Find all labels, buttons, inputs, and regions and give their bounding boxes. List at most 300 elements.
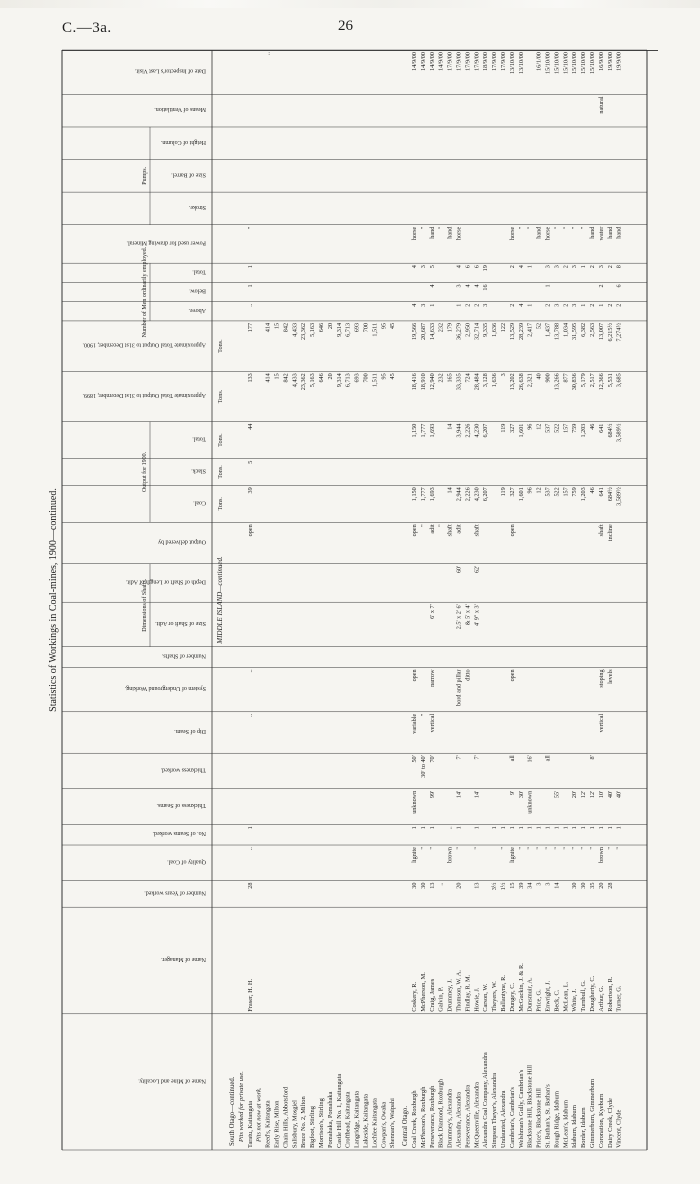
cell-t1899: 1,636 xyxy=(491,373,499,388)
cell-t1899: 877 xyxy=(562,373,570,383)
cell-t1899: 23,362 xyxy=(300,373,308,391)
cell-depth: 60' xyxy=(455,565,463,574)
cell-thick: 10' xyxy=(597,790,605,799)
cell-years: 28 xyxy=(606,882,614,889)
cell-mtotal: 1 xyxy=(580,265,588,269)
cell-coal: 537 xyxy=(544,487,552,497)
cell-date: 15/10/00 xyxy=(589,52,596,75)
cell-t1899: 2,517 xyxy=(589,373,596,388)
cell-quality: .. xyxy=(246,847,254,851)
cell-system: levels xyxy=(606,669,614,684)
manager-name: McLean, L. xyxy=(562,981,570,1012)
cell-coal: 119 xyxy=(500,487,507,497)
column-header-9: Number of Shafts. xyxy=(161,652,206,659)
cell-t1899: 700 xyxy=(362,373,370,383)
cell-total: 327 xyxy=(508,423,516,433)
mine-name: Salisbury, Mosgiel xyxy=(291,1100,299,1148)
cell-t1900: 6,713 xyxy=(344,322,352,337)
cell-power: " xyxy=(553,226,561,230)
cell-date: 17/9/00 xyxy=(455,52,463,71)
column-header-0: Name of Mine and Locality. xyxy=(138,1077,206,1084)
mine-name: Lakeside, Kaitangata xyxy=(362,1094,370,1148)
manager-name: Howie, J. xyxy=(473,987,481,1012)
manager-name: Price, G. xyxy=(535,989,543,1012)
cell-quality: " xyxy=(562,847,570,850)
cell-dip: vertical xyxy=(597,713,605,733)
manager-name: Dunsmuir, A. xyxy=(526,977,534,1012)
mine-name: Cowpan's, Owaka xyxy=(380,1101,388,1148)
cell-t1899: 693 xyxy=(353,373,361,383)
cell-seams: 1 xyxy=(544,826,552,830)
column-header-17: Approximate Total Output to 31st December, 1900. xyxy=(82,341,206,348)
column-header-3: Quality of Coal. xyxy=(167,858,206,865)
cell-delivered: " xyxy=(419,524,427,527)
cell-t1900: 179 xyxy=(446,322,454,333)
column-header-6: Thickness worked. xyxy=(160,766,206,773)
manager-name: Turner, G. xyxy=(615,985,623,1012)
cell-thick: 40' xyxy=(606,790,614,799)
cell-total: 1,693 xyxy=(428,423,436,438)
cell-t1899: 5,163 xyxy=(309,373,317,388)
cell-t1899: 18,910 xyxy=(419,373,427,391)
manager-name: Dougherty, C. xyxy=(589,975,596,1012)
mine-name: Croftbead, Kaitangata xyxy=(344,1091,352,1148)
cell-mtotal: 3 xyxy=(419,265,427,269)
cell-years: 30 xyxy=(419,882,427,889)
cell-delivered: incline xyxy=(606,524,614,542)
cell-t1900: 45 xyxy=(389,322,397,330)
column-header-15: Total. xyxy=(192,435,206,442)
cell-years: 15 xyxy=(508,882,516,889)
cell-thick: 12' xyxy=(580,790,588,799)
cell-total: 119 xyxy=(500,423,507,433)
page-number: 26 xyxy=(338,18,353,34)
cell-seams: 1 xyxy=(500,826,507,830)
cell-coal: 12 xyxy=(535,487,543,494)
group-shafts: Dimensions of Shafts. xyxy=(142,578,148,632)
cell-date: 19/9/00 xyxy=(615,52,623,71)
cell-below: 1 xyxy=(544,284,552,288)
cell-coal: 96 xyxy=(526,487,534,494)
cell-thick: 14' xyxy=(473,790,481,799)
cell-delivered: shaft xyxy=(473,524,481,537)
cell-t1900: 7,274½ xyxy=(615,322,623,342)
mine-name: Cambrian's, Cambrian's xyxy=(508,1087,516,1148)
cell-below: 3 xyxy=(455,284,463,288)
cell-below: 4 xyxy=(473,284,481,288)
cell-date: 14/9/00 xyxy=(411,52,418,71)
cell-above: 2 xyxy=(606,303,614,307)
mine-name: Bigfoot, Stirling xyxy=(309,1106,317,1148)
cell-quality: " xyxy=(428,847,436,850)
mine-name: Shennan's, Waipahi xyxy=(389,1098,397,1148)
cell-total: 3,944 xyxy=(455,423,463,438)
cell-seams: 1 xyxy=(428,826,436,830)
cell-years: 13 xyxy=(428,882,436,889)
cell-seams: 1 xyxy=(553,826,561,830)
cell-power: horse xyxy=(411,226,418,241)
cell-system: .. xyxy=(246,669,254,673)
cell-total: 46 xyxy=(589,423,596,430)
cell-quality: " xyxy=(589,847,596,850)
cell-delivered: shaft xyxy=(446,524,454,537)
cell-seams: 1 xyxy=(473,826,481,830)
cell-coal: 2,226 xyxy=(464,487,472,502)
cell-t1900: 4,433 xyxy=(291,322,299,337)
column-header-21: Power used for drawing Mineral. xyxy=(126,239,206,246)
cell-t1899: 33,335 xyxy=(455,373,463,391)
cell-t1900: 9,314 xyxy=(335,322,343,337)
column-header-13: Coal. xyxy=(193,499,206,506)
manager-name: McPherson, M. xyxy=(419,972,427,1012)
cell-date: 17/9/00 xyxy=(500,52,507,71)
cell-quality: brown xyxy=(446,847,454,863)
cell-above: 1 xyxy=(455,303,463,307)
mine-name: Perseverance, Roxburgh xyxy=(428,1085,436,1148)
unit-label: Tons. xyxy=(217,465,224,479)
cell-power: horse xyxy=(544,226,552,241)
cell-t1899: 28,484 xyxy=(473,373,481,391)
column-header-26: Date of Inspector's Last Visit. xyxy=(134,67,206,74)
cell-power: hand xyxy=(535,226,543,239)
mine-name: Vincent, Clyde xyxy=(615,1109,623,1148)
cell-t1899: 5,531 xyxy=(606,373,614,388)
cell-t1899: 12,940 xyxy=(428,373,436,391)
cell-t1900: 13,529 xyxy=(508,322,516,340)
cell-t1900: 1,437 xyxy=(544,322,552,337)
mine-name: Simpson Theyer's, Alexandra xyxy=(491,1072,499,1148)
cell-power: hand xyxy=(615,226,623,239)
cell-t1900: 5,163 xyxy=(309,322,317,337)
cell-t1900: 2,950 xyxy=(464,322,472,337)
cell-above: 3 xyxy=(419,303,427,307)
mine-name: Rough Ridge, Idaburn xyxy=(553,1091,561,1148)
cell-t1900: 1,636 xyxy=(491,322,499,337)
cell-t1900: 20,687 xyxy=(419,322,427,340)
cell-total: 759 xyxy=(571,423,579,433)
cell-system: open xyxy=(508,669,516,682)
mine-name: Coal Creek, Roxburgh xyxy=(411,1090,418,1148)
mine-name: Price's, Blackstone Hill xyxy=(535,1088,543,1148)
cell-quality: " xyxy=(606,847,614,850)
table-group xyxy=(48,50,647,1150)
cell-below: 2 xyxy=(597,284,605,288)
cell-power: hand xyxy=(446,226,454,239)
cell-power: " xyxy=(437,226,445,230)
table-title: Statistics of Workings in Coal-mines, 1900—continued. xyxy=(48,488,59,712)
cell-above: 1 xyxy=(597,303,605,307)
cell-total: 1,601 xyxy=(517,423,525,438)
cell-date: 14/9/00 xyxy=(428,52,436,71)
cell-thick: 9' xyxy=(508,790,516,795)
mine-name: Perseverance, Alexandra xyxy=(464,1084,472,1148)
cell-total: 684½ xyxy=(606,423,614,438)
cell-date: 15/10/00 xyxy=(580,52,588,75)
cell-seams: 1 xyxy=(246,826,254,830)
cell-total: 641 xyxy=(597,423,605,433)
cell-above: 1 xyxy=(428,303,436,307)
cell-coal: 684½ xyxy=(606,487,614,502)
cell-years: 20 xyxy=(597,882,605,889)
cell-t1899: 15 xyxy=(273,373,281,380)
cell-seams: 1 xyxy=(455,826,463,830)
cell-quality: " xyxy=(535,847,543,850)
cell-above: 1 xyxy=(580,303,588,307)
mine-name: Bruce No. 2, Milton xyxy=(300,1096,308,1148)
cell-t1900: 14,633 xyxy=(428,322,436,340)
cell-below: 4 xyxy=(464,284,472,288)
column-header-2: Number of Years worked. xyxy=(144,889,206,896)
cell-power: hand xyxy=(589,226,596,239)
cell-coal: 522 xyxy=(553,487,561,497)
cell-power: " xyxy=(419,226,427,230)
cell-size: 6' x 7' xyxy=(428,604,436,619)
cell-years: 30 xyxy=(571,882,579,889)
column-header-8: System of Underground Working. xyxy=(124,685,206,692)
cell-above: 2 xyxy=(615,303,623,307)
cell-mtotal: 8 xyxy=(615,265,623,269)
cell-quality: " xyxy=(419,847,427,850)
column-header-16: Approximate Total Output to 31st December, 1899. xyxy=(82,391,206,398)
cell-above: .. xyxy=(246,303,254,307)
cell-t1899: 3 xyxy=(500,373,507,377)
cell-mtotal: 4 xyxy=(411,265,418,269)
sub-heading: Pits not now at work. xyxy=(255,1087,263,1142)
mine-name: Dairy Creek, Clyde xyxy=(606,1098,614,1148)
cell-power: horse xyxy=(455,226,463,241)
cell-total: 1,150 xyxy=(411,423,418,438)
cell-t1899: 5,179 xyxy=(580,373,588,388)
manager-name: Ballantyne, R. xyxy=(500,975,507,1012)
cell-coal: 157 xyxy=(562,487,570,497)
cell-date: 15/10/00 xyxy=(553,52,561,75)
mine-name: McPherson's, Roxburgh xyxy=(419,1086,427,1148)
cell-slack: 5 xyxy=(246,460,254,464)
cell-t1899: 133 xyxy=(246,373,254,383)
cell-above: 4 xyxy=(411,303,418,307)
cell-seams: 1 xyxy=(597,826,605,830)
cell-seams: 1 xyxy=(615,826,623,830)
cell-t1900: 693 xyxy=(353,322,361,333)
cell-t1900: 646 xyxy=(318,322,325,333)
cell-mtotal: 2 xyxy=(606,265,614,269)
mine-name: Idaburn, Idaburn xyxy=(571,1105,579,1148)
cell-t1899: 40 xyxy=(535,373,543,380)
sub-heading: Pits worked for private use. xyxy=(237,1071,245,1142)
cell-mtotal: 3 xyxy=(597,265,605,269)
cell-seams: 1 xyxy=(606,826,614,830)
cell-t1899: 2,321 xyxy=(526,373,534,388)
cell-seams: 1 xyxy=(580,826,588,830)
group-output: Output for 1900. xyxy=(142,451,148,493)
cell-date: 14/9/00 xyxy=(419,52,427,71)
mine-name: Blackstone Hill, Blackstone Hill xyxy=(526,1064,534,1148)
cell-t1899: 724 xyxy=(464,373,472,383)
cell-t1900: 15 xyxy=(273,322,281,330)
cell-worked: all xyxy=(544,755,552,762)
unit-label: Tons. xyxy=(217,339,224,353)
cell-t1900: 700 xyxy=(362,322,370,333)
cell-quality: brown xyxy=(597,847,605,863)
cell-years: 13 xyxy=(473,882,481,889)
cell-t1899: 4,433 xyxy=(291,373,299,388)
cell-years: 34 xyxy=(526,882,534,889)
cell-date: 17/9/00 xyxy=(464,52,472,71)
section-heading: South Otago—continued. xyxy=(229,1076,236,1146)
cell-total: 6,207 xyxy=(482,423,490,438)
mine-name: Welshman's Gully, Cambrian's xyxy=(517,1069,525,1148)
cell-t1900: 122 xyxy=(500,322,507,333)
cell-date: .. xyxy=(264,52,272,56)
cell-thick: 20' xyxy=(571,790,579,799)
mine-name: Alexandra, Alexandra xyxy=(455,1091,463,1148)
group-men: Number of Men ordinarily employed. xyxy=(142,246,148,338)
cell-t1900: 23,362 xyxy=(300,322,308,340)
cell-above: 3 xyxy=(571,303,579,307)
cell-coal: 46 xyxy=(589,487,596,494)
cell-worked: 16' xyxy=(526,755,534,763)
cell-system: bord and pillar xyxy=(455,669,463,706)
cell-total: 1,777 xyxy=(419,423,427,438)
cell-quality: " xyxy=(615,847,623,850)
cell-years: .. xyxy=(437,882,445,886)
cell-date: 13/10/00 xyxy=(508,52,516,75)
cell-size: 2.5' x 2' 6' xyxy=(455,604,463,630)
cell-total: 522 xyxy=(553,423,561,433)
cell-t1900: 177 xyxy=(246,322,254,333)
cell-coal: 1,203 xyxy=(580,487,588,502)
column-header-22: Stroke. xyxy=(188,203,206,210)
mine-name: Early Rise, Milton xyxy=(273,1100,281,1148)
manager-name: Dungey, C. xyxy=(508,982,516,1012)
manager-name: Theyers, W. xyxy=(491,981,499,1012)
cell-mtotal: 2 xyxy=(508,265,516,269)
cell-above: 2 xyxy=(508,303,516,307)
cell-worked: 70' xyxy=(428,755,436,763)
cell-above: 3 xyxy=(553,303,561,307)
cell-t1899: 13,202 xyxy=(508,373,516,391)
mine-name: Undaunted, Alexandra xyxy=(500,1090,507,1148)
mine-name: Coronation, Kyeburn xyxy=(597,1093,605,1148)
cell-dip: variable xyxy=(411,713,418,734)
cell-coal: 4,230 xyxy=(473,487,481,502)
cell-above: 2 xyxy=(562,303,570,307)
cell-mtotal: 3 xyxy=(544,265,552,269)
cell-thick: 12' xyxy=(589,790,596,799)
cell-t1900: 842 xyxy=(282,322,290,333)
mine-name: Taratu, Kaitangata xyxy=(246,1100,254,1148)
cell-years: 20 xyxy=(455,882,463,889)
cell-above: 2 xyxy=(589,303,596,307)
cell-above: 2 xyxy=(464,303,472,307)
column-header-5: Thickness of Seams. xyxy=(156,802,206,809)
cell-mtotal: 3 xyxy=(553,265,561,269)
unit-label: Tons. xyxy=(217,433,224,447)
manager-name: McGuckin, J. & R. xyxy=(517,963,525,1012)
cell-seams: 1 xyxy=(571,826,579,830)
cell-mtotal: 3 xyxy=(571,265,579,269)
cell-t1900: 13,007 xyxy=(597,322,605,340)
cell-thick: 30' xyxy=(517,790,525,799)
cell-delivered: shaft xyxy=(597,524,605,537)
cell-t1900: 2,417 xyxy=(526,322,534,337)
mine-name: McQueenville, Alexandra xyxy=(473,1081,481,1148)
cell-seams: 1 xyxy=(419,826,427,830)
cell-power: " xyxy=(526,226,534,230)
manager-name: Robertson, R. xyxy=(606,976,614,1012)
column-header-20: Total. xyxy=(192,268,206,275)
cell-date: 16/9/00 xyxy=(597,52,605,71)
cell-quality: " xyxy=(500,847,507,850)
cell-delivered: " xyxy=(437,524,445,527)
cell-years: 14 xyxy=(553,882,561,889)
cell-thick: 14' xyxy=(455,790,463,799)
cell-mtotal: 4 xyxy=(455,265,463,269)
cell-t1899: 1,511 xyxy=(371,373,379,387)
manager-name: Fraser, H. H. xyxy=(246,978,254,1012)
mine-name: Langridge, Kaitangata xyxy=(353,1090,361,1148)
column-header-10: Size of Shaft or Adit. xyxy=(155,619,206,626)
cell-system: open xyxy=(411,669,418,682)
cell-worked: 7' xyxy=(455,755,463,760)
cell-coal: 641 xyxy=(597,487,605,497)
cell-seams: 1 xyxy=(517,826,525,830)
cell-thick: unknown xyxy=(526,790,534,814)
cell-coal: 759 xyxy=(571,487,579,497)
manager-name: Turnbull, G. xyxy=(580,980,588,1012)
cell-t1899: 95 xyxy=(380,373,388,380)
cell-date: 16/1/00 xyxy=(535,52,543,71)
mine-name: Lochlee Kaitangata xyxy=(371,1098,379,1148)
cell-t1899: 165 xyxy=(446,373,454,383)
cell-power: hand xyxy=(606,226,614,239)
cell-above: 2 xyxy=(544,303,552,307)
cell-quality: " xyxy=(526,847,534,850)
cell-date: 17/9/00 xyxy=(491,52,499,71)
cell-date: 15/10/00 xyxy=(562,52,570,75)
cell-quality: " xyxy=(571,847,579,850)
cell-t1899: 9,314 xyxy=(335,373,343,388)
cell-vent: natural xyxy=(597,96,605,114)
mine-name: Castle Hill No. 1, Kaitangata xyxy=(335,1073,343,1148)
cell-t1900: 95 xyxy=(380,322,388,330)
cell-years: 30 xyxy=(411,882,418,889)
cell-t1899: 646 xyxy=(318,373,325,383)
cell-coal: 1,601 xyxy=(517,487,525,502)
cell-t1899: 3,128 xyxy=(482,373,490,388)
cell-total: 96 xyxy=(526,423,534,430)
cell-quality: " xyxy=(517,847,525,850)
cell-dip: .. xyxy=(246,713,254,717)
mine-name: Chain Hills, Abbotsford xyxy=(282,1086,290,1148)
cell-seams: 1 xyxy=(508,826,516,830)
cell-power: " xyxy=(571,226,579,230)
cell-mtotal: 2 xyxy=(589,265,596,269)
cell-total: 537 xyxy=(544,423,552,433)
unit-label: Tons. xyxy=(217,497,224,511)
cell-system: ditto xyxy=(464,669,472,681)
cell-t1900: 414 xyxy=(264,322,272,333)
cell-t1900: 13,788 xyxy=(553,322,561,340)
cell-total: 1,203 xyxy=(580,423,588,438)
cell-delivered: open xyxy=(411,524,418,537)
cell-t1900: 19,566 xyxy=(411,322,418,340)
cell-mtotal: 4 xyxy=(517,265,525,269)
cell-above: 2 xyxy=(473,303,481,307)
cell-power: " xyxy=(246,226,254,230)
cell-t1899: 414 xyxy=(264,373,272,383)
cell-years: 1½ xyxy=(500,882,507,891)
